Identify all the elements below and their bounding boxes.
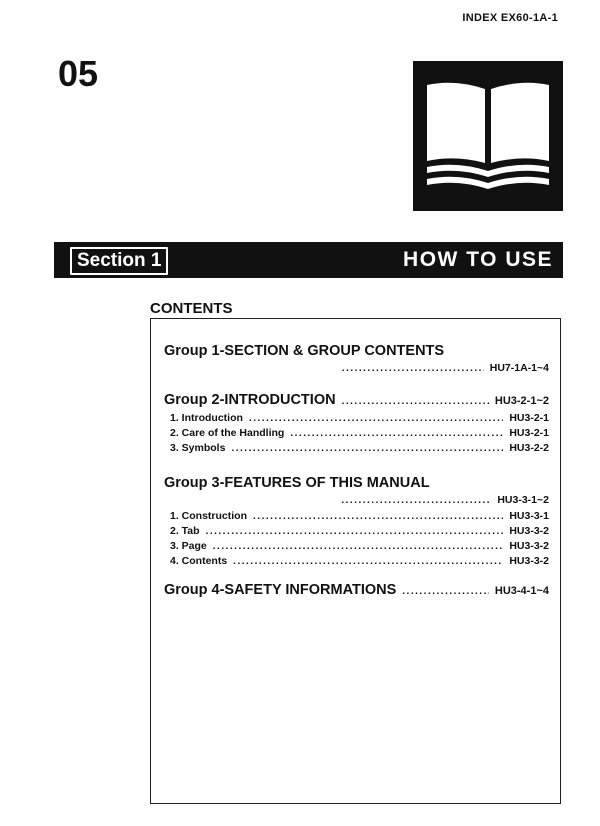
group-title-line xyxy=(164,392,549,408)
section-label: Section 1 xyxy=(70,247,168,275)
dot-leader xyxy=(206,526,504,537)
dot-leader xyxy=(231,443,503,454)
item-page-ref: HU3-3-1 xyxy=(509,510,549,522)
dot-leader xyxy=(233,556,503,567)
item-label: 2. Care of the Handling xyxy=(170,427,285,439)
dot-leader xyxy=(402,586,489,597)
dot-leader xyxy=(253,511,503,522)
item-label: 1. Introduction xyxy=(170,412,243,424)
contents-box xyxy=(150,318,561,804)
contents-group-4 xyxy=(151,582,560,598)
group-title: Group 2-INTRODUCTION xyxy=(164,392,336,408)
group-item-list xyxy=(151,412,560,457)
group-item-list xyxy=(151,510,560,570)
item-page-ref: HU3-2-2 xyxy=(509,442,549,454)
item-page-ref: HU3-2-1 xyxy=(509,412,549,424)
item-label: 4. Contents xyxy=(170,555,228,567)
group-title-line xyxy=(164,343,549,359)
item-label: 3. Page xyxy=(170,540,207,552)
dot-leader xyxy=(290,428,503,439)
group-title-line xyxy=(164,475,549,491)
dot-leader xyxy=(341,495,491,506)
item-page-ref: HU3-3-2 xyxy=(509,555,549,567)
open-book-icon xyxy=(413,61,563,211)
dot-leader xyxy=(213,541,504,552)
chapter-number: 05 xyxy=(58,53,99,94)
list-item xyxy=(170,442,549,457)
group-title: Group 1-SECTION & GROUP CONTENTS xyxy=(164,343,445,359)
group-page-ref: HU3-4-1~4 xyxy=(494,585,549,597)
list-item xyxy=(170,412,549,427)
item-page-ref: HU3-3-2 xyxy=(509,540,549,552)
contents-group-3 xyxy=(151,475,560,570)
group-title: Group 3-FEATURES OF THIS MANUAL xyxy=(164,475,430,491)
index-code: INDEX EX60-1A-1 xyxy=(462,12,558,24)
dot-leader xyxy=(342,396,489,407)
list-item xyxy=(170,540,549,555)
item-label: 1. Construction xyxy=(170,510,248,522)
list-item xyxy=(170,510,549,525)
list-item xyxy=(170,427,549,442)
section-bar xyxy=(54,242,563,278)
dot-leader xyxy=(342,363,484,374)
group-ref-line xyxy=(164,362,549,374)
item-label: 3. Symbols xyxy=(170,442,226,454)
group-title: Group 4-SAFETY INFORMATIONS xyxy=(164,582,397,598)
list-item xyxy=(170,555,549,570)
contents-heading: CONTENTS xyxy=(150,300,233,317)
group-title-line xyxy=(164,582,549,598)
item-label: 2. Tab xyxy=(170,525,200,537)
dot-leader xyxy=(249,413,503,424)
group-ref-line xyxy=(164,494,549,506)
group-page-ref: HU3-2-1~2 xyxy=(494,395,549,407)
contents-group-2 xyxy=(151,392,560,457)
group-page-ref: HU3-3-1~2 xyxy=(497,494,549,506)
list-item xyxy=(170,525,549,540)
group-page-ref: HU7-1A-1~4 xyxy=(489,362,549,374)
contents-group-1 xyxy=(151,343,560,374)
item-page-ref: HU3-3-2 xyxy=(509,525,549,537)
section-title: HOW TO USE xyxy=(403,248,553,271)
item-page-ref: HU3-2-1 xyxy=(509,427,549,439)
